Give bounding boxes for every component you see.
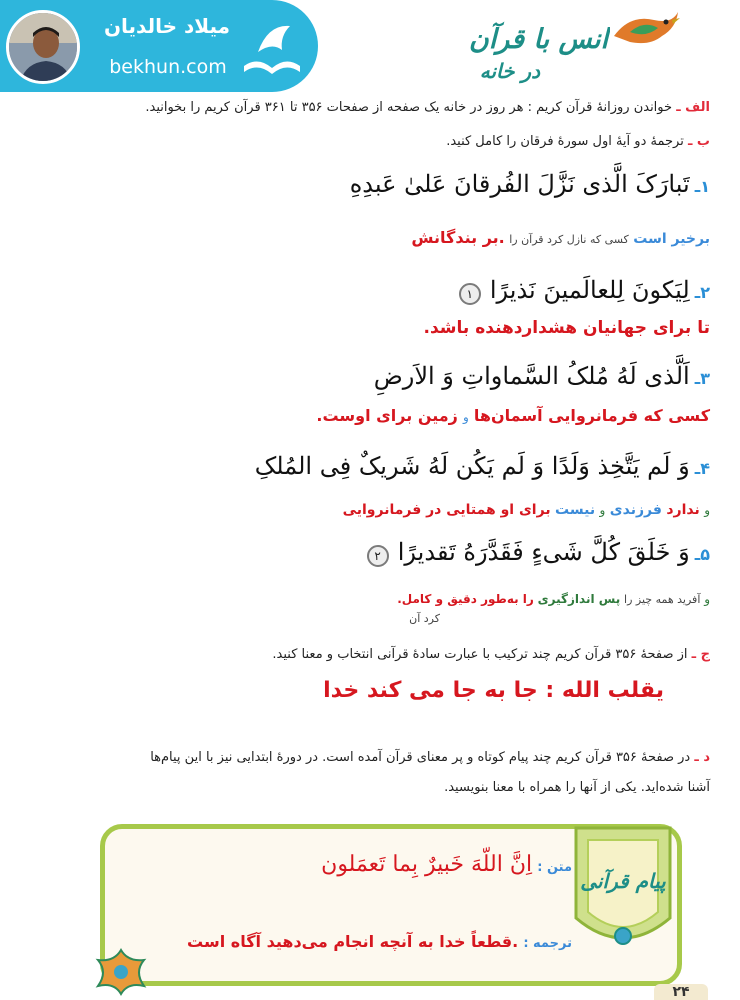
website-link[interactable]: bekhun.com — [109, 56, 227, 78]
verse-number: ۱ـ — [694, 177, 710, 196]
message-text-value: اِنَّ اللّهَ خَبیرٌ بِما تَعمَلون — [321, 852, 533, 877]
section-jim-answer: یقلب الله : جا به جا می کند خدا — [323, 678, 664, 703]
section-be-text: ترجمهٔ دو آیهٔ اول سورهٔ فرقان را کامل کنید. — [446, 134, 684, 149]
bekhun-logo — [238, 16, 306, 78]
section-jim-text: از صفحهٔ ۳۵۶ قرآن کریم چند ترکیب با عبارت سادهٔ قرآنی انتخاب و معنا کنید. — [272, 647, 688, 662]
answer-blank: برای او همتایی در فرمانروایی — [342, 502, 551, 518]
verse-4 — [250, 452, 710, 480]
author-avatar — [6, 10, 80, 84]
verse-5 — [310, 538, 710, 567]
ayah-end-marker: ۲ — [367, 545, 389, 567]
printed-text: و — [704, 503, 710, 517]
unit-title — [440, 10, 610, 90]
printed-text: آفرید همه چیز را — [624, 593, 701, 606]
printed-text: و — [704, 592, 710, 606]
verse-number: ۳ـ — [694, 369, 710, 388]
answer-blank: پس اندازگیری — [537, 592, 621, 606]
section-jim-label: ج ـ — [691, 647, 710, 662]
section-be — [30, 132, 710, 152]
verse-2 — [310, 276, 710, 305]
answer-blank: .بر بندگانش — [411, 228, 505, 247]
quran-message-tag-label: پیام قرآنی — [580, 869, 666, 893]
verse-arabic: تَبارَکَ الَّذی نَزَّلَ الفُرقانَ عَلیٰ عَبدِهِ — [349, 170, 690, 198]
section-alef-text: خواندن روزانهٔ قرآن کریم : هر روز در خانه یک صفحه از صفحات ۳۵۶ تا ۳۶۱ قرآن کریم را بخوانید. — [145, 100, 673, 115]
unit-title-sub: در خانه — [479, 59, 540, 83]
verse-5-subnote: کرد آن — [409, 612, 440, 625]
answer-blank: نیست — [555, 502, 596, 518]
section-be-label: ب ـ — [687, 134, 710, 149]
message-text-label: متن : — [537, 860, 572, 875]
verse-number: ۴ـ — [694, 459, 710, 478]
flower-ornament-icon — [92, 946, 150, 996]
section-dal-label: د ـ — [694, 750, 710, 765]
verse-arabic: وَ لَم یَتَّخِذ وَلَدًا وَ لَم یَکُن لَهُ شَریکٌ فِی المُلکِ — [254, 452, 690, 480]
printed-text: کسی که نازل کرد قرآن را — [509, 233, 629, 246]
verse-arabic: لِیَکونَ لِلعالَمینَ نَذیرًا — [489, 276, 690, 304]
answer-blank: کسی که فرمانروایی آسمان‌ها — [473, 406, 710, 425]
author-name: میلاد خالدیان — [103, 14, 231, 38]
section-jim — [30, 645, 710, 665]
message-translation-label: ترجمه : — [523, 936, 572, 951]
answer-blank: زمین برای اوست. — [316, 406, 458, 425]
printed-text: و — [462, 410, 469, 424]
quran-message-tag — [566, 818, 680, 960]
verse-1 — [310, 170, 710, 198]
answer-blank: را به‌طور دقیق و کامل. — [397, 592, 534, 606]
verse-2-translation: تا برای جهانیان هشداردهنده باشد. — [423, 318, 710, 338]
answer-blank: برخیر است — [633, 231, 710, 247]
verse-1-translation — [290, 228, 710, 247]
section-alef — [30, 98, 710, 118]
unit-title-main: انس با قرآن — [468, 24, 608, 55]
verse-3 — [310, 362, 710, 390]
verse-5-translation — [270, 592, 710, 606]
verse-number: ۵ـ — [694, 545, 710, 564]
bird-icon — [610, 6, 682, 56]
section-dal-text-1: در صفحهٔ ۳۵۶ قرآن کریم چند پیام کوتاه و پر معنای قرآن آمده است. در دورهٔ ابتدایی نیز با این پیام‌ها — [150, 750, 691, 765]
verse-3-translation — [250, 406, 710, 425]
page-number: ۲۴ — [654, 984, 708, 1000]
verse-arabic: وَ خَلَقَ کُلَّ شَیءٍ فَقَدَّرَهُ تَقدیرًا — [397, 538, 690, 566]
verse-number: ۲ـ — [694, 283, 710, 302]
message-text-row — [152, 852, 572, 877]
section-alef-label: الف ـ — [676, 100, 710, 115]
verse-arabic: اَلَّذی لَهُ مُلکُ السَّماواتِ وَ الاَرضِ — [373, 362, 690, 390]
ayah-end-marker: ۱ — [459, 283, 481, 305]
section-dal — [20, 748, 710, 768]
message-translation-row — [152, 932, 572, 951]
answer-blank: ندارد — [666, 502, 700, 518]
answer-blank: فرزندی — [609, 502, 662, 518]
message-translation-value: .قطعاً خدا به آنچه انجام می‌دهید آگاه است — [187, 932, 519, 951]
section-dal-line-2: آشنا شده‌اید. یکی از آنها را همراه با معنا بنویسید. — [444, 780, 710, 795]
verse-4-translation — [210, 502, 710, 518]
printed-text: و — [599, 503, 606, 517]
